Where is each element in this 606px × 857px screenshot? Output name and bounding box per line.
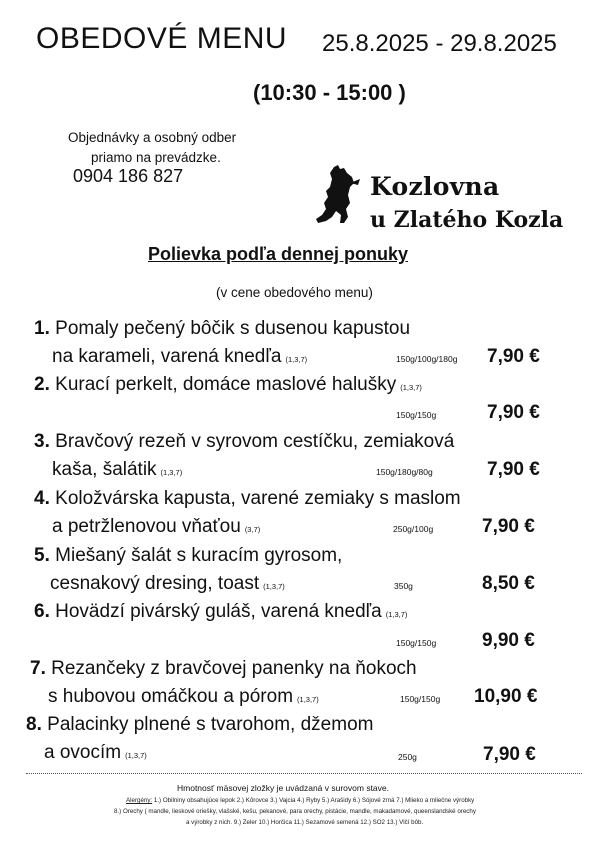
item-name: Palacinky plnené s tvarohom, džemom (47, 714, 374, 735)
phone-number: 0904 186 827 (73, 166, 184, 186)
item-allergens: (1,3,7) (297, 695, 319, 704)
item-2-line-1 (34, 374, 422, 396)
item-name: Pomaly pečený bôčik s dusenou kapustou (55, 318, 411, 339)
item-number: 8. (26, 714, 42, 735)
item-name-cont: a ovocím (44, 742, 122, 763)
item-number: 5. (34, 545, 50, 566)
item-5-price: 8,50 € (482, 573, 535, 594)
allergens-line-1 (126, 797, 474, 804)
item-number: 2. (34, 374, 50, 395)
allergens-line-3: a výrobky z nich. 9.) Zeler 10.) Horčica 11.) Sezamové semená 12.) SO2 13.) Vlčí bôb. (186, 819, 424, 826)
item-2-weight: 150g/150g (396, 410, 437, 420)
order-info (68, 128, 236, 168)
item-3-line-2 (52, 459, 182, 481)
serving-time: (10:30 - 15:00 ) (253, 80, 406, 105)
item-1-weight: 150g/100g/180g (396, 354, 458, 364)
item-3-weight: 150g/180g/80g (376, 467, 433, 477)
item-8-price: 7,90 € (483, 744, 536, 765)
item-name-cont: a petržlenovou vňaťou (52, 516, 241, 537)
item-number: 1. (34, 318, 50, 339)
item-name: Kurací perkelt, domáce maslové halušky (55, 374, 397, 395)
item-allergens: (1,3,7) (160, 468, 183, 477)
item-name: Miešaný šalát s kuracím gyrosom, (55, 545, 343, 566)
item-number: 3. (34, 431, 50, 452)
item-7-line-1 (30, 658, 417, 680)
item-number: 7. (30, 658, 46, 679)
item-name: Hovädzí pivárský guláš, varená knedľa (55, 601, 382, 622)
footer-divider (26, 773, 582, 774)
item-8-weight: 250g (398, 752, 417, 762)
item-name: Rezančeky z bravčovej panenky na ňokoch (51, 658, 417, 679)
item-allergens: (1,3,7) (385, 610, 408, 619)
allergens-label: Alergény: (126, 797, 153, 804)
item-name-cont: kaša, šalátik (52, 459, 157, 480)
item-7-line-2 (48, 686, 319, 708)
item-name: Bravčový rezeň v syrovom cestíčku, zemiaková (55, 431, 455, 452)
item-6-weight: 150g/150g (396, 638, 437, 648)
allergens-line-2: 8.) Orechy ( mandle, lieskové oriešky, vlašské, kešu, pekanové, para orechy, pistácie, mandle, makadamové, queenslandské orechy (114, 808, 476, 815)
item-name: Koložvárska kapusta, varené zemiaky s maslom (55, 488, 461, 509)
item-allergens: (1,3,7) (400, 383, 422, 392)
item-allergens: (1,3,7) (263, 582, 285, 591)
item-3-line-1 (34, 431, 454, 453)
item-7-weight: 150g/150g (400, 694, 441, 704)
item-allergens: (3,7) (244, 525, 261, 534)
item-6-price: 9,90 € (482, 630, 535, 651)
item-6-line-1 (34, 601, 407, 623)
menu-dates: 25.8.2025 - 29.8.2025 (322, 30, 557, 57)
item-8-line-1 (26, 714, 373, 736)
soup-heading: Polievka podľa dennej ponuky (148, 244, 408, 264)
item-number: 4. (34, 488, 50, 509)
item-allergens: (1,3,7) (285, 355, 308, 364)
item-8-line-2 (44, 742, 147, 764)
item-number: 6. (34, 601, 50, 622)
item-4-price: 7,90 € (482, 516, 535, 537)
soup-note: (v cene obedového menu) (216, 285, 373, 300)
item-5-weight: 350g (394, 581, 413, 591)
item-allergens: (1,3,7) (125, 751, 147, 760)
item-5-line-1 (34, 545, 342, 567)
weight-note: Hmotnosť mäsovej zložky je uvádzaná v surovom stave. (177, 783, 389, 793)
item-1-line-2 (52, 346, 307, 368)
item-4-line-1 (34, 488, 461, 510)
item-4-line-2 (52, 516, 260, 538)
brand-name: Kozlovna (370, 172, 500, 201)
item-name-cont: na karameli, varená knedľa (52, 346, 282, 367)
order-line-2: priamo na prevádzke. (91, 150, 221, 165)
item-5-line-2 (50, 573, 285, 595)
item-1-price: 7,90 € (487, 346, 540, 367)
item-name-cont: s hubovou omáčkou a pórom (48, 686, 294, 707)
item-3-price: 7,90 € (487, 459, 540, 480)
item-7-price: 10,90 € (474, 686, 538, 707)
item-4-weight: 250g/100g (393, 524, 434, 534)
goat-icon (314, 165, 362, 225)
item-2-price: 7,90 € (487, 402, 540, 423)
brand-subtitle: u Zlatého Kozla (370, 207, 564, 233)
order-line-1: Objednávky a osobný odber (68, 130, 237, 145)
menu-title: OBEDOVÉ MENU (36, 22, 288, 55)
allergens-text-1: 1.) Obilniny obsahujúce lepok 2.) Kôrovce 3.) Vajcia 4.) Ryby 5.) Arašidy 6.) Sójové zrná 7.) Mlieko a mliečne výrobky (153, 797, 475, 804)
item-1-line-1 (34, 318, 410, 340)
item-name-cont: cesnakový dresing, toast (50, 573, 260, 594)
